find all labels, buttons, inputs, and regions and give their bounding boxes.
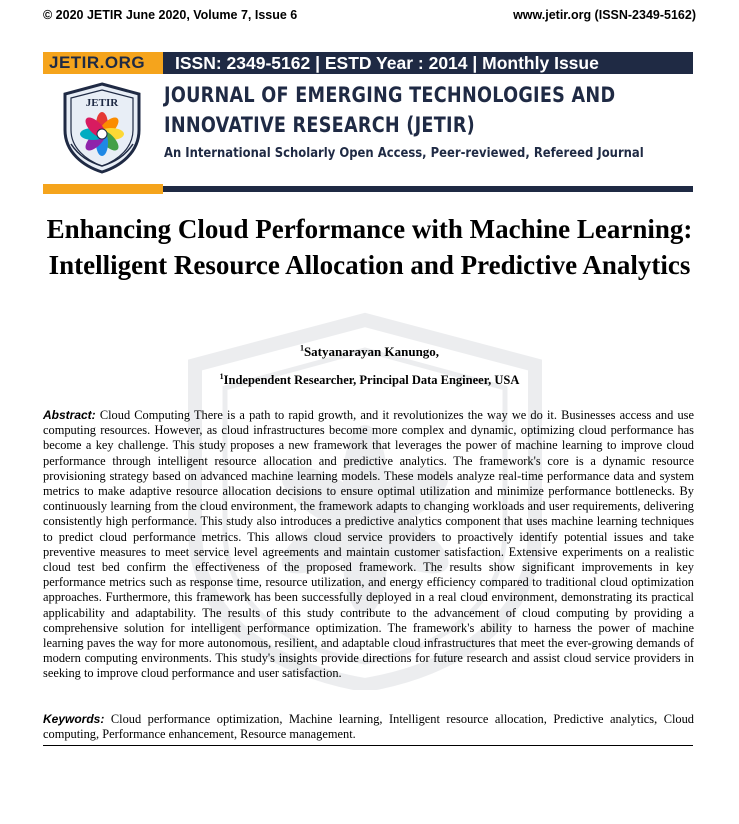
header-website: www.jetir.org (ISSN-2349-5162) <box>513 8 696 22</box>
journal-site-label: JETIR.ORG <box>49 53 146 72</box>
keywords-text: Cloud performance optimization, Machine learning, Intelligent resource allocation, Predictive analytics, Cloud computing, Performance enhancement, Resource management. <box>43 712 694 742</box>
abstract-text: Cloud Computing There is a path to rapid growth, and it revolutionizes the way we do it. Businesses access and use computing resources. However, as cloud infrastructures become more complex and dynamic, optimizing cloud performance has become a key challenge. This study proposes a new framework that leverages the power of machine learning to improve cloud performance through intelligent resource allocation and predictive analytics. The framework's core is a dynamic resource provisioning strategy based on advanced machine learning models. These models analyze real-time performance data and system metrics to make adaptive resource allocation decisions to ensure optimal utilization and minimize performance bottlenecks. By continuously learning from the cloud environment, the framework adapts to changing workloads and user requirements, delivering consistently high performance. This study also introduces a predictive analytics component that uses machine learning techniques to predict cloud performance metrics. This allows cloud service providers to proactively identify potential issues and take preventive measures to meet service level agreements and maintain customer satisfaction. Extensive experiments on a realistic cloud test bed confirm the effectiveness of the proposed framework. The results show significant improvements in key performance metrics such as response time, resource utilization, and energy efficiency compared to traditional cloud optimization approaches. Furthermore, this framework has been successfully deployed in a real cloud environment, demonstrating its practical applicability and adaptability. The results of this study contribute to the advancement of cloud computing by providing a comprehensive solution for intelligent performance optimization. The framework's ability to harness the power of machine learning paves the way for more autonomous, resilient, and adaptable cloud infrastructures that meet the ever-growing demands of modern computing environments. This study's insights provide directions for future research and assist cloud service providers in seeking to improve cloud performance and user satisfaction. <box>43 408 694 681</box>
journal-name-line-2: INNOVATIVE RESEARCH (JETIR) <box>164 113 475 137</box>
journal-name <box>164 80 615 140</box>
abstract-section <box>43 408 694 682</box>
journal-tagline: An International Scholarly Open Access, Peer-reviewed, Refereed Journal <box>164 145 644 161</box>
header-citation: © 2020 JETIR June 2020, Volume 7, Issue 6 <box>43 8 298 22</box>
page-header <box>43 8 696 26</box>
author-name: Satyanarayan Kanungo, <box>303 344 440 359</box>
journal-banner <box>43 52 693 194</box>
affiliation-superscript: 1 <box>219 371 224 381</box>
author-superscript: 1 <box>299 343 304 353</box>
journal-name-line-1: JOURNAL OF EMERGING TECHNOLOGIES AND <box>164 83 616 107</box>
issn-line: ISSN: 2349-5162 | ESTD Year : 2014 | Monthly Issue <box>175 53 599 73</box>
banner-bottom-navy <box>163 186 693 192</box>
keywords-section <box>43 712 694 742</box>
abstract-label: Abstract: <box>43 408 96 422</box>
svg-text:JETIR: JETIR <box>85 97 119 109</box>
paper-title: Enhancing Cloud Performance with Machine Learning: Intelligent Resource Allocation and Predictive Analytics <box>46 214 693 280</box>
keywords-label: Keywords: <box>43 712 105 726</box>
jetir-logo-icon <box>61 82 143 174</box>
author-line <box>0 344 739 360</box>
affiliation-text: Independent Researcher, Principal Data Engineer, USA <box>223 373 520 387</box>
section-divider <box>43 745 693 746</box>
banner-bottom-orange <box>43 184 163 194</box>
affiliation-line <box>0 373 739 388</box>
